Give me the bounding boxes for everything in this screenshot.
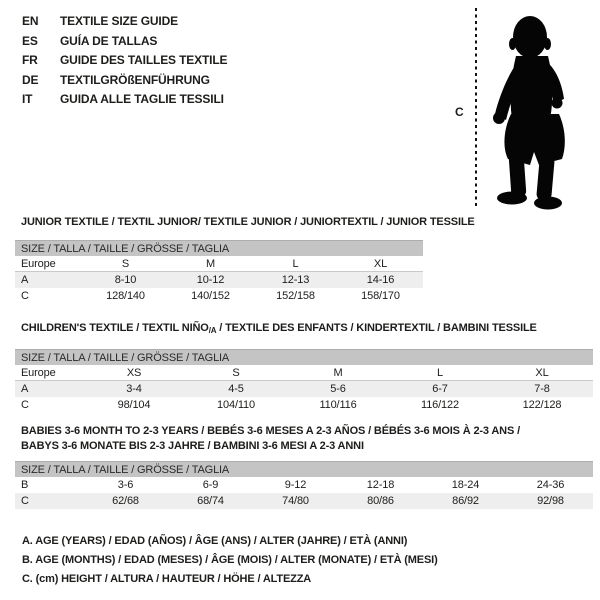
table-row-age-months xyxy=(15,477,593,493)
guide-title-de: TEXTILGRÖßENFÜHRUNG xyxy=(60,72,210,87)
row-label: C xyxy=(21,399,29,411)
size-col-header: L xyxy=(292,257,299,270)
language-code: ES xyxy=(22,33,38,48)
age-value: 7-8 xyxy=(534,383,550,395)
size-col-header: M xyxy=(333,366,343,379)
table-row-europe xyxy=(15,256,423,272)
age-months-value: 6-9 xyxy=(202,479,219,491)
language-title-list xyxy=(22,12,227,110)
childrens-table-title xyxy=(15,322,593,337)
row-label: C xyxy=(21,495,29,507)
row-label: Europe xyxy=(21,366,56,379)
footnote-a: A. AGE (YEARS) / EDAD (AÑOS) / ÂGE (ANS) / ALTER (JAHRE) / ETÀ (ANNI) xyxy=(22,535,408,547)
height-value: 86/92 xyxy=(452,495,479,507)
height-value: 128/140 xyxy=(106,290,145,302)
language-row-es xyxy=(22,32,227,52)
table-row-age xyxy=(15,272,423,288)
size-col-header: M xyxy=(205,257,215,270)
height-value: 152/158 xyxy=(276,290,315,302)
row-label: Europe xyxy=(21,257,56,270)
table-row-height xyxy=(15,288,423,304)
height-value: 98/104 xyxy=(117,399,151,411)
babies-table-title-line1: BABIES 3-6 MONTH TO 2-3 YEARS / BEBÉS 3-6 MESES A 2-3 AÑOS / BÉBÉS 3-6 MOIS À 2-3 ANS / xyxy=(21,425,520,437)
height-value: 116/122 xyxy=(421,399,459,411)
height-value: 80/86 xyxy=(367,495,394,507)
guide-title-fr: GUIDE DES TAILLES TEXTILE xyxy=(60,53,228,67)
spacer xyxy=(15,229,423,240)
age-months-value: 24-36 xyxy=(536,479,565,491)
spacer xyxy=(15,337,593,349)
language-code: IT xyxy=(22,92,33,106)
junior-textile-table xyxy=(15,216,475,304)
height-value: 62/68 xyxy=(112,495,139,507)
language-row-it xyxy=(22,90,227,110)
height-value: 110/116 xyxy=(319,399,357,411)
footnote-c: C. (cm) HEIGHT / ALTURA / HAUTEUR / HÖHE / ALTEZZA xyxy=(22,573,312,585)
height-measure-label: C xyxy=(455,105,464,119)
height-measure-dotted-line xyxy=(475,8,477,209)
age-months-value: 3-6 xyxy=(117,479,134,491)
row-label: C xyxy=(21,290,29,302)
language-code: EN xyxy=(22,14,39,28)
height-value: 122/128 xyxy=(522,399,562,411)
table-row-europe xyxy=(15,365,593,381)
guide-title-es: GUÍA DE TALLAS xyxy=(60,33,158,48)
height-value: 158/170 xyxy=(361,290,400,302)
age-value: 8-10 xyxy=(114,274,137,286)
age-value: 5-6 xyxy=(330,383,346,395)
legend-footnotes xyxy=(22,532,438,589)
age-months-value: 9-12 xyxy=(284,479,307,491)
title-part: / TEXTILE DES ENFANTS / KINDERTEXTIL / BAMBINI TESSILE xyxy=(216,322,537,334)
height-value: 68/74 xyxy=(197,495,224,507)
table-row-height xyxy=(15,397,593,413)
guide-title-it: GUIDA ALLE TAGLIE TESSILI xyxy=(60,92,224,106)
spacer xyxy=(15,453,593,461)
row-label: B xyxy=(21,479,29,491)
age-value: 10-12 xyxy=(196,274,225,286)
row-label: A xyxy=(21,383,29,395)
baby-silhouette-image xyxy=(486,6,600,211)
age-value: 12-13 xyxy=(281,274,310,286)
age-value: 6-7 xyxy=(432,383,448,395)
language-code: DE xyxy=(22,72,39,87)
size-col-header: L xyxy=(437,366,443,379)
babies-textile-table xyxy=(15,425,593,509)
table-row-height xyxy=(15,493,593,509)
title-part: CHILDREN'S TEXTILE / TEXTIL NIÑO xyxy=(21,322,209,334)
size-col-header: S xyxy=(232,366,240,379)
size-header-bar: SIZE / TALLA / TAILLE / GRÖSSE / TAGLIA xyxy=(15,349,593,365)
childrens-textile-table xyxy=(15,322,593,413)
language-row-en xyxy=(22,12,227,32)
babies-table-title-line2: BABYS 3-6 MONATE BIS 2-3 JAHRE / BAMBINI 3-6 MESI A 2-3 ANNI xyxy=(21,440,364,452)
age-value: 4-5 xyxy=(228,383,244,395)
age-months-value: 18-24 xyxy=(451,479,480,491)
height-value: 92/98 xyxy=(537,495,564,507)
language-code: FR xyxy=(22,53,38,67)
guide-title-en: TEXTILE SIZE GUIDE xyxy=(60,14,178,28)
size-col-header: XL xyxy=(373,257,388,270)
size-col-header: XL xyxy=(535,366,549,379)
footnote-b: B. AGE (MONTHS) / EDAD (MESES) / ÂGE (MOIS) / ALTER (MONATE) / ETÀ (MESI) xyxy=(22,554,438,566)
height-value: 104/110 xyxy=(217,399,255,411)
height-value: 140/152 xyxy=(191,290,230,302)
size-header-bar: SIZE / TALLA / TAILLE / GRÖSSE / TAGLIA xyxy=(15,240,423,256)
language-row-de xyxy=(22,71,227,91)
row-label: A xyxy=(21,274,29,286)
size-header-bar: SIZE / TALLA / TAILLE / GRÖSSE / TAGLIA xyxy=(15,461,593,477)
height-value: 74/80 xyxy=(282,495,309,507)
title-subscript: /A xyxy=(208,326,217,335)
table-row-age xyxy=(15,381,593,397)
age-value: 14-16 xyxy=(366,274,395,286)
size-col-header: S xyxy=(121,257,130,270)
age-value: 3-4 xyxy=(126,383,142,395)
age-months-value: 12-18 xyxy=(366,479,395,491)
language-row-fr xyxy=(22,51,227,71)
size-col-header: XS xyxy=(126,366,142,379)
junior-table-title: JUNIOR TEXTILE / TEXTIL JUNIOR/ TEXTILE JUNIOR / JUNIORTEXTIL / JUNIOR TESSILE xyxy=(21,216,475,228)
